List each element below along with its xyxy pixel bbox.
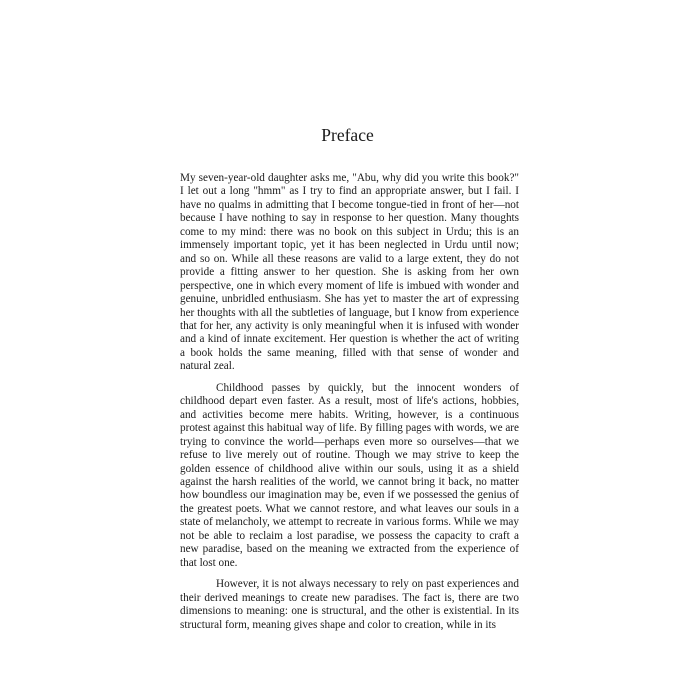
- paragraph-2: Childhood passes by quickly, but the innocent wonders of childhood depart even faster. As a result, most of life's actions, hobbies, and activities become mere habits. Writing, however, is a continuous protest against this habitual way of life. By filling pages with words, we are trying to convince the world—perhaps even more so ourselves—that we refuse to live merely out of routine. Though we may strive to keep the golden essence of childhood alive within our souls, using it as a shield against the harsh realities of the world, we cannot bring it back, no matter how boundless our imagination may be, even if we possessed the genius of the greatest poets. What we cannot restore, and what leaves our souls in a state of melancholy, we attempt to recreate in various forms. While we may not be able to reclaim a lost paradise, we possess the capacity to craft a new paradise, based on the meaning we extracted from the experience of that lost one.: [180, 381, 519, 569]
- paragraph-1: My seven-year-old daughter asks me, "Abu, why did you write this book?" I let out a long "hmm" as I try to find an appropriate answer, but I fail. I have no qualms in admitting that I become tongue-tied in front of her—not because I have nothing to say in response to her question. Many thoughts come to my mind: there was no book on this subject in Urdu; this is an immensely important topic, yet it has been neglected in Urdu until now; and so on. While all these reasons are valid to a large extent, they do not provide a fitting answer to her question. She is asking from her own perspective, one in which every moment of life is imbued with wonder and genuine, unbridled enthusiasm. She has yet to master the art of expressing her thoughts with all the subtleties of language, but I know from experience that for her, any activity is only meaningful when it is infused with wonder and a kind of innate excitement. Her question is whether the act of writing a book holds the same meaning, filled with that sense of wonder and natural zeal.: [180, 172, 519, 373]
- body-text: [180, 172, 519, 640]
- page-title: Preface: [321, 125, 374, 145]
- paragraph-3: However, it is not always necessary to rely on past experiences and their derived meanings to create new paradises. The fact is, there are two dimensions to meaning: one is structural, and the other is existential. In its structural form, meaning gives shape and color to creation, while in its: [180, 578, 519, 631]
